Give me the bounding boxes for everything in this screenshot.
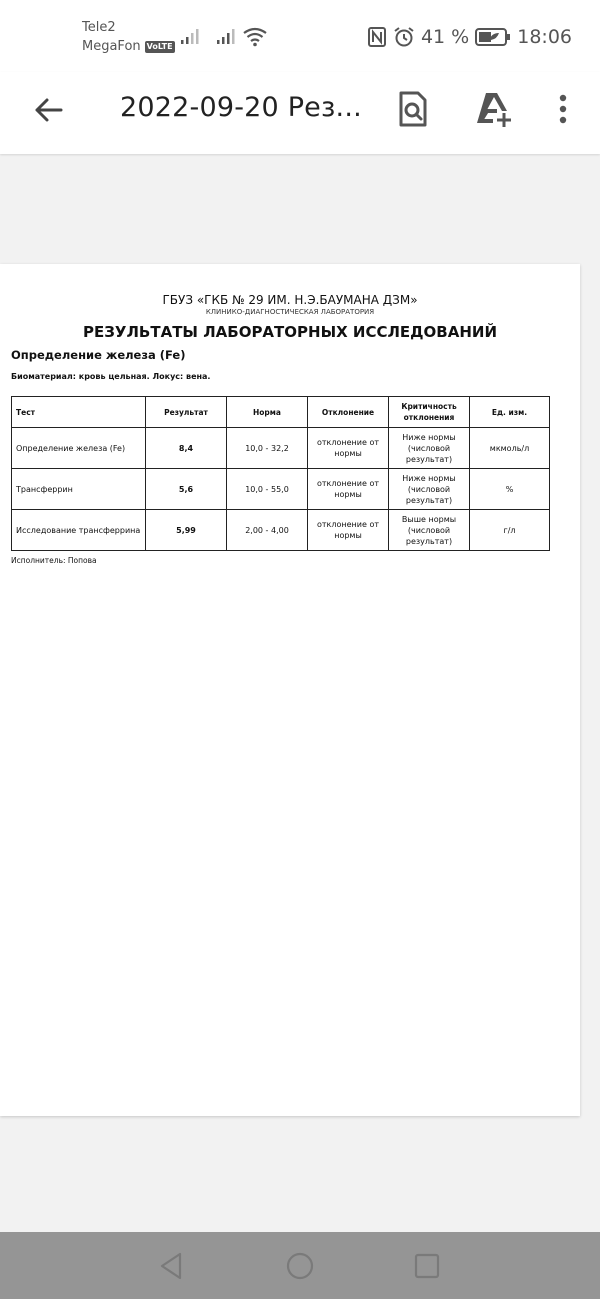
carrier-1: Tele2: [82, 20, 116, 35]
cell-norm: 10,0 - 55,0: [227, 469, 308, 510]
signal-2-icon: [216, 26, 238, 46]
wifi-icon: [242, 26, 268, 48]
alarm-icon: [393, 26, 415, 48]
header-test: Тест: [12, 397, 146, 428]
cell-norm: 10,0 - 32,2: [227, 428, 308, 469]
nav-back-button[interactable]: [155, 1250, 187, 1282]
document-page[interactable]: [0, 264, 580, 1116]
table-row: [12, 428, 550, 469]
clock: 18:06: [517, 26, 572, 48]
test-subheading: Определение железа (Fe): [11, 348, 186, 362]
find-in-document-icon: [398, 91, 428, 127]
arrow-back-icon: [33, 97, 63, 123]
carrier-info: [82, 18, 175, 56]
cell-deviation: отклонение от нормы: [308, 469, 389, 510]
cell-unit: мкмоль/л: [470, 428, 550, 469]
cell-result: 5,99: [146, 510, 227, 551]
cell-test: Определение железа (Fe): [12, 428, 146, 469]
cell-result: 8,4: [146, 428, 227, 469]
cell-test: Исследование трансферрина: [12, 510, 146, 551]
nfc-icon: [367, 26, 387, 48]
lab-name: КЛИНИКО-ДИАГНОСТИЧЕСКАЯ ЛАБОРАТОРИЯ: [205, 308, 375, 316]
drive-add-icon: [473, 91, 513, 127]
table-row: [12, 469, 550, 510]
cell-deviation: отклонение от нормы: [308, 428, 389, 469]
status-bar: [0, 0, 600, 72]
document-title: 2022-09-20 Рез...: [120, 92, 362, 123]
battery-saver-icon: [475, 27, 511, 47]
header-deviation: Отклонение: [308, 397, 389, 428]
cell-unit: г/л: [470, 510, 550, 551]
cell-criticality: Ниже нормы (числовой результат): [389, 469, 470, 510]
cell-result: 5,6: [146, 469, 227, 510]
cell-test: Трансферрин: [12, 469, 146, 510]
signal-1-icon: [180, 26, 202, 46]
find-in-document-button[interactable]: [392, 88, 434, 130]
back-button[interactable]: [28, 90, 68, 130]
home-circle-icon: [285, 1251, 315, 1281]
more-options-button[interactable]: [542, 88, 584, 130]
biomaterial-line: Биоматериал: кровь цельная. Локус: вена.: [11, 372, 211, 381]
volte-badge: VoLTE: [146, 41, 173, 51]
cell-unit: %: [470, 469, 550, 510]
cell-deviation: отклонение от нормы: [308, 510, 389, 551]
organization-name: ГБУЗ «ГКБ № 29 ИМ. Н.Э.БАУМАНА ДЗМ»: [162, 293, 418, 307]
header-criticality: Критичность отклонения: [389, 397, 470, 428]
nav-home-button[interactable]: [284, 1250, 316, 1282]
carrier-2: MegaFon: [82, 39, 141, 54]
cell-norm: 2,00 - 4,00: [227, 510, 308, 551]
header-result: Результат: [146, 397, 227, 428]
header-norm: Норма: [227, 397, 308, 428]
navigation-bar: [0, 1232, 600, 1299]
cell-criticality: Ниже нормы (числовой результат): [389, 428, 470, 469]
recents-square-icon: [413, 1252, 441, 1280]
table-row: [12, 510, 550, 551]
more-vert-icon: [558, 94, 568, 124]
save-to-drive-button[interactable]: [472, 88, 514, 130]
app-bar: [0, 72, 600, 154]
cell-criticality: Выше нормы (числовой результат): [389, 510, 470, 551]
battery-percent: 41 %: [420, 26, 470, 48]
report-title: РЕЗУЛЬТАТЫ ЛАБОРАТОРНЫХ ИССЛЕДОВАНИЙ: [83, 323, 497, 341]
back-triangle-icon: [157, 1251, 185, 1281]
executor-line: Исполнитель: Попова: [11, 556, 97, 565]
table-header-row: [12, 397, 550, 428]
results-table: [11, 396, 550, 551]
header-unit: Ед. изм.: [470, 397, 550, 428]
nav-recents-button[interactable]: [411, 1250, 443, 1282]
